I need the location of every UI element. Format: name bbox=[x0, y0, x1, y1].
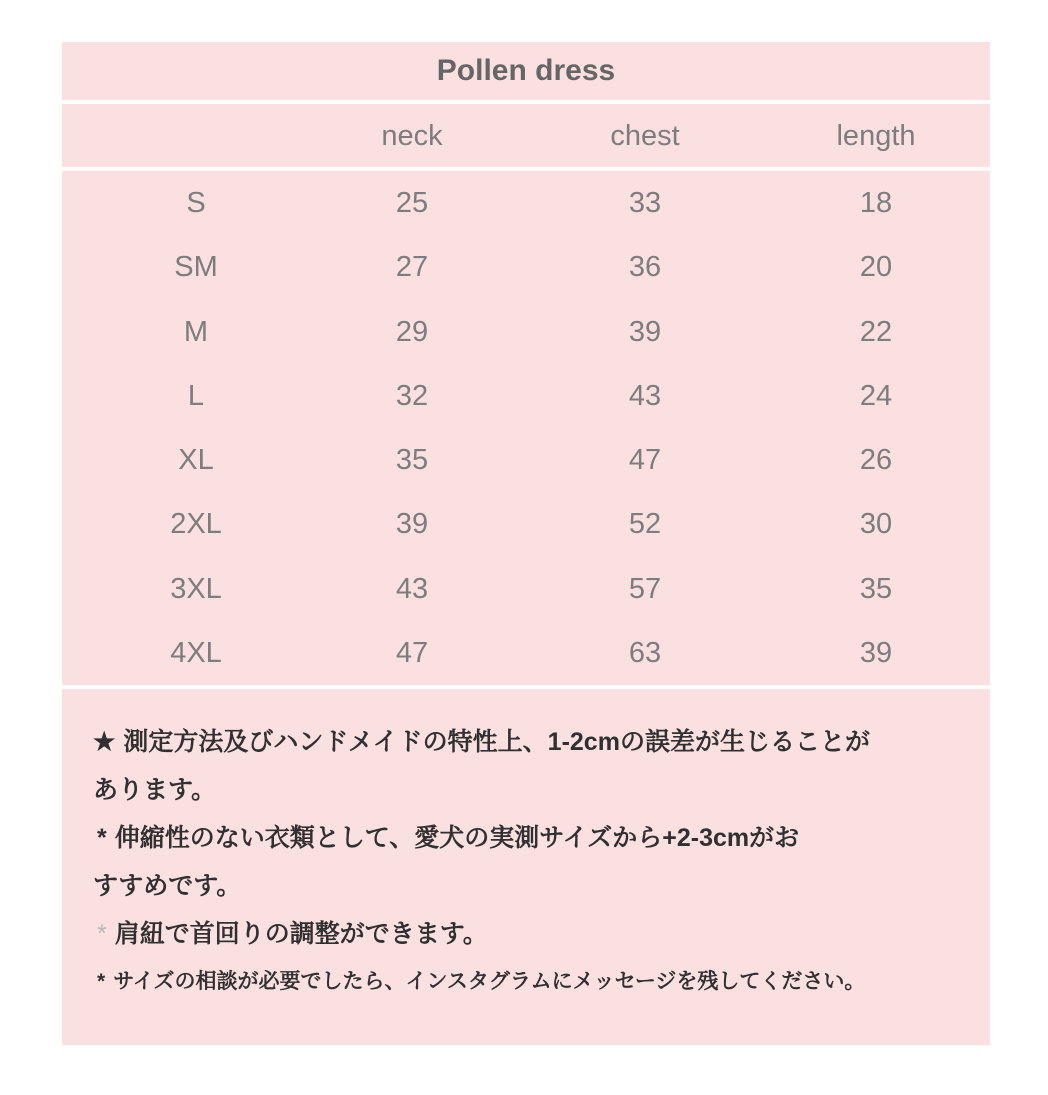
length-value: 22 bbox=[859, 315, 893, 348]
neck-value: 43 bbox=[395, 572, 429, 605]
chest-value: 39 bbox=[628, 315, 662, 348]
note-line bbox=[93, 862, 990, 910]
size-label: L bbox=[187, 379, 205, 412]
note-line bbox=[93, 814, 990, 862]
asterisk-marker: * bbox=[97, 920, 107, 948]
note-measurement-error bbox=[93, 718, 990, 814]
note-line bbox=[93, 766, 990, 814]
size-label: XL bbox=[178, 444, 214, 476]
length-value: 26 bbox=[859, 444, 893, 476]
chest-value: 63 bbox=[628, 636, 662, 669]
length-value: 18 bbox=[859, 187, 893, 219]
note-text: あります。 bbox=[93, 776, 217, 804]
neck-value: 25 bbox=[395, 187, 429, 219]
neck-value: 47 bbox=[395, 636, 429, 669]
length-value: 39 bbox=[859, 636, 893, 669]
table-row bbox=[62, 492, 990, 556]
note-instagram-contact bbox=[93, 958, 990, 1006]
table-header-row bbox=[62, 105, 990, 167]
table-row bbox=[62, 300, 990, 364]
notes-section bbox=[62, 689, 990, 1045]
neck-value: 29 bbox=[395, 315, 429, 348]
table-row bbox=[62, 557, 990, 621]
table-row bbox=[62, 171, 990, 235]
chest-value: 43 bbox=[628, 379, 662, 412]
note-line bbox=[93, 910, 990, 958]
chest-value: 52 bbox=[628, 508, 662, 541]
neck-value: 32 bbox=[395, 379, 429, 412]
chest-value: 47 bbox=[628, 444, 662, 476]
note-strap-adjustment bbox=[93, 910, 990, 958]
size-label: 2XL bbox=[170, 508, 222, 541]
chest-value: 36 bbox=[628, 251, 662, 284]
neck-value: 39 bbox=[395, 508, 429, 541]
neck-value: 35 bbox=[395, 444, 429, 476]
note-text: 伸縮性のない衣類として、愛犬の実測サイズから+2-3cmがお bbox=[114, 824, 800, 852]
size-label: 3XL bbox=[170, 572, 222, 605]
size-label: 4XL bbox=[170, 636, 222, 669]
note-sizing-advice bbox=[93, 814, 990, 910]
note-text: サイズの相談が必要でしたら、インスタグラムにメッセージを残してください。 bbox=[113, 970, 866, 993]
neck-value: 27 bbox=[395, 251, 429, 284]
note-line bbox=[93, 718, 990, 766]
size-label: SM bbox=[174, 251, 218, 284]
length-value: 35 bbox=[859, 572, 893, 605]
size-label: M bbox=[183, 315, 209, 348]
chest-value: 57 bbox=[628, 572, 662, 605]
chest-value: 33 bbox=[628, 187, 662, 219]
table-row bbox=[62, 364, 990, 428]
header-neck: neck bbox=[381, 120, 443, 152]
length-value: 30 bbox=[859, 508, 893, 541]
chart-title: Pollen dress bbox=[436, 54, 616, 87]
note-text: すすめです。 bbox=[93, 872, 242, 900]
note-text: 肩紐で首回りの調整ができます。 bbox=[114, 920, 488, 948]
note-line bbox=[93, 958, 990, 1006]
table-row bbox=[62, 235, 990, 299]
asterisk-marker: * bbox=[97, 970, 106, 993]
title-divider bbox=[62, 100, 990, 104]
length-value: 20 bbox=[859, 251, 893, 284]
table-row bbox=[62, 428, 990, 492]
length-value: 24 bbox=[859, 379, 893, 412]
header-chest: chest bbox=[610, 120, 680, 152]
note-text: 測定方法及びハンドメイドの特性上、1-2cmの誤差が生じることが bbox=[123, 728, 870, 756]
table-row bbox=[62, 621, 990, 685]
size-chart-card bbox=[62, 42, 990, 1045]
star-icon: ★ bbox=[93, 728, 116, 756]
asterisk-marker: * bbox=[97, 824, 107, 852]
size-label: S bbox=[186, 187, 206, 219]
header-length: length bbox=[836, 120, 916, 152]
table-body bbox=[62, 171, 990, 685]
